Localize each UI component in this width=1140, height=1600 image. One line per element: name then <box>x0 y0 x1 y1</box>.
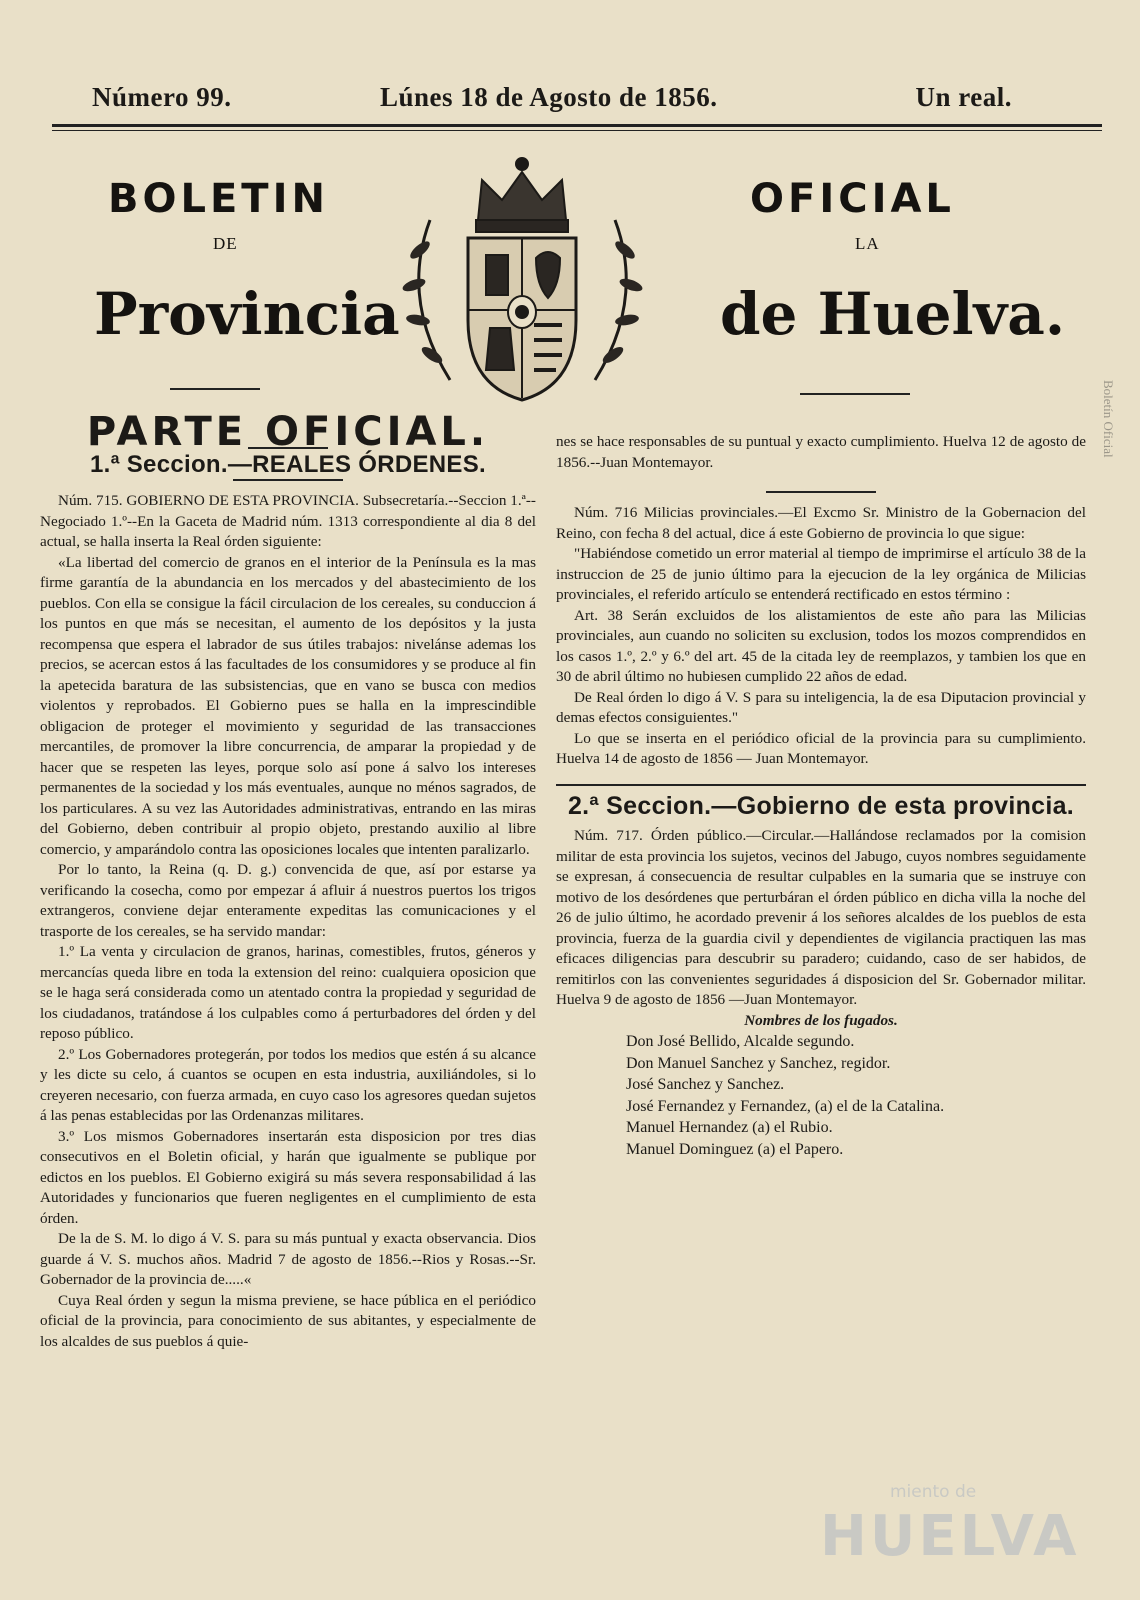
ornament-rule-left <box>170 388 260 390</box>
right-column <box>556 432 1086 1160</box>
section-divider <box>556 784 1086 786</box>
paragraph-715: Núm. 715. GOBIERNO DE ESTA PROVINCIA. Subsecretaría.--Seccion 1.ª--Negociado 1.º--En la Gaceta de Madrid núm. 1313 correspondiente al dia 8 del actual, se halla inserta la Real órden siguiente: <box>40 492 536 550</box>
masthead-huelva: de Huelva. <box>720 280 1066 348</box>
rule-before-716 <box>766 491 876 493</box>
ornament-rule-right <box>800 393 910 395</box>
left-column <box>40 409 536 1352</box>
fugado-item: Manuel Dominguez (a) el Papero. <box>626 1140 844 1158</box>
fugado-item: Manuel Hernandez (a) el Rubio. <box>626 1119 833 1136</box>
paragraph-art-2: 2.º Los Gobernadores protegerán, por todos los medios que estén á su alcance y les dicte su celo, á cuantos se ocupen en esta industria, auxiliándoles, si lo creyeren necesario, con fuerza armada, en cuyo caso los agresores quedan sujetos á las penas establecidas por las Ordenanzas militares. <box>40 1045 536 1124</box>
paragraph-art-3: 3.º Los mismos Gobernadores insertarán esta disposicion por tres dias consecutivos en el Boletin oficial, y harán que igualmente se publique por edictos en los pueblos. El Gobierno exigirá su más severa responsabilidad á las Autoridades y funcionarios que fueren negligentes en el cumplimiento de esta órden. <box>40 1127 536 1227</box>
paragraph-art-1: 1.º La venta y circulacion de granos, harinas, comestibles, frutos, géneros y mercancías queda libre en toda la extension del reino: cualquiera oposicion que se le haga será considerada como un atentado contra la propiedad y seguridad de los ciudadanos, tratándose á los culpables como á perturbadores del órden y del reposo público. <box>40 943 536 1042</box>
paragraph-art-38: Art. 38 Serán excluidos de los alistamientos de este año para las Milicias provinciales, aun cuando no soliciten su exclusion, todos los mozos comprendidos en los casos 1.º, 2.º y 6.º del art. 45 de la citada ley de reemplazos, y tambien los que en 30 de abril último no hubiesen cumplido 22 años de edad. <box>556 606 1086 685</box>
issue-number: Número 99. <box>92 82 232 112</box>
watermark-main-text: HUELVA <box>820 1504 1080 1569</box>
masthead-de: DE <box>213 234 238 253</box>
fugado-item: José Sanchez y Sanchez. <box>626 1076 785 1093</box>
paragraph-716-error: "Habiéndose cometido un error material al tiempo de imprimirse el artículo 38 de la instruccion de 25 de junio último para la ejecucion de la ley orgánica de Milicias provinciales, el referido artículo se entenderá rectificado en estos término : <box>556 545 1086 603</box>
paragraph-716: Núm. 716 Milicias provinciales.—El Excmo Sr. Ministro de la Gobernacion del Reino, con fecha 8 del actual, dice á este Gobierno de provincia lo que sigue: <box>556 504 1086 542</box>
masthead-boletin: BOLETIN <box>108 176 329 222</box>
masthead-oficial: OFICIAL <box>750 176 955 222</box>
paragraph-continuation: nes se hace responsables de su puntual y exacto cumplimiento. Huelva 12 de agosto de 1856.--Juan Montemayor. <box>556 433 1086 471</box>
paragraph-716-real-orden: De Real órden lo digo á V. S para su inteligencia, la de esa Diputacion provincial y demas efectos consiguientes." <box>556 688 1086 726</box>
paragraph-716-inserta: Lo que se inserta en el periódico oficial de la provincia para su cumplimiento. Huelva 14 de agosto de 1856 — Juan Montemayor. <box>556 729 1086 767</box>
issue-date: Lúnes 18 de Agosto de 1856. <box>380 82 718 112</box>
issue-price: Un real. <box>915 82 1012 112</box>
seccion-1-rule <box>233 479 343 481</box>
archive-watermark <box>730 1480 1080 1590</box>
header-rule <box>52 124 1102 131</box>
paragraph-cuya: Cuya Real órden y segun la misma previene, se hace pública en el periódico oficial de la provincia, para conocimiento de sus abitantes, y especialmente de los alcaldes de sus pueblos á quie- <box>40 1291 536 1350</box>
seccion-2-heading: 2.ª Seccion.—Gobierno de esta provincia. <box>567 791 1075 820</box>
parte-oficial-title: PARTE OFICIAL. <box>86 409 490 455</box>
fugado-item: José Fernandez y Fernandez, (a) el de la Catalina. <box>626 1097 945 1115</box>
paragraph-real-orden: «La libertad del comercio de granos en el interior de la Península es la mas firme garantía de la abundancia en los mercados y del abastecimiento de los pueblos. Con ella se consigue la fácil circulacion de los cereales, su conduccion á los puntos en que más se necesitan, el aumento de los depósitos y la justa recompensa que espera el labrador de sus útiles trabajos: nivelánse ademas los precios, se acercan estos á las facultades de los consumidores y se produce al fin la apetecida baratura de las subsistencias, que en vano se busca con medios violentos y reprobados. El Gobierno pues se halla en la imprescindible obligacion de proteger el movimiento y seguridad de las transacciones mercantiles, de promover la libre concurrencia, de amparar la propiedad y de hacer que se respeten las leyes, porque solo así pone á salvo los intereses permanentes de la sociedad y los más eventuales, aunque no ménos sagrados, de los particulares. A su vez las Autoridades administrativas, entrando en las miras del Gobierno, deben contribuir al propio objeto, prestando auxilio al libre comercio, y amparándolo contra las oposiciones locales que intenten paralizarlo. <box>40 553 536 858</box>
issue-header <box>52 82 1102 122</box>
masthead-la: LA <box>855 234 880 253</box>
paragraph-717: Núm. 717. Órden público.—Circular.—Hallándose reclamados por la comision militar de esta provincia los sujetos, vecinos del Jabugo, cuyos nombres seguidamente se expresan, á consecuencia de resultar culpables en la sumaria que se instruye con motivo de los desórdenes que perturbáran el órden público en dicha villa la noche del 26 de julio último, he acordado prevenir á los señores alcaldes de los pueblos de esta provincia, fuerza de la guardia civil y dependientes de vigilancia practiquen las mas eficaces diligencias para descubrir su paradero; cuidando, caso de ser habidos, de remitirlos con las convenientes seguridades á disposicion del Sr. Gobernador militar. Huelva 9 de agosto de 1856 —Juan Montemayor. <box>556 827 1086 1008</box>
masthead-provincia: Provincia <box>94 280 400 348</box>
watermark-top-text: miento de <box>890 1482 977 1502</box>
paragraph-reina: Por lo tanto, la Reina (q. D. g.) convencida de que, así por estarse ya verificando la cosecha, como por empezar á afluir á nuestros puertos los trigos extrangeros, conviene dejar enteramente expeditas las comunicaciones y el trasporte de los cereales, se ha servido mandar: <box>40 861 536 940</box>
fugado-item: Don Manuel Sanchez y Sanchez, regidor. <box>626 1054 891 1072</box>
fugado-item: Don José Bellido, Alcalde segundo. <box>626 1033 855 1050</box>
paragraph-de-la-de: De la de S. M. lo digo á V. S. para su más puntual y exacta observancia. Dios guarde á V. S. muchos años. Madrid 7 de agosto de 1856.--Rios y Rosas.--Sr. Gobernador de la provincia de.....« <box>40 1230 536 1288</box>
seccion-1-heading: 1.ª Seccion.—REALES ÓRDENES. <box>89 450 487 478</box>
fugados-heading: Nombres de los fugados. <box>744 1011 898 1029</box>
coat-of-arms-icon <box>390 150 655 415</box>
margin-text: Boletín Oficial <box>1101 380 1116 458</box>
